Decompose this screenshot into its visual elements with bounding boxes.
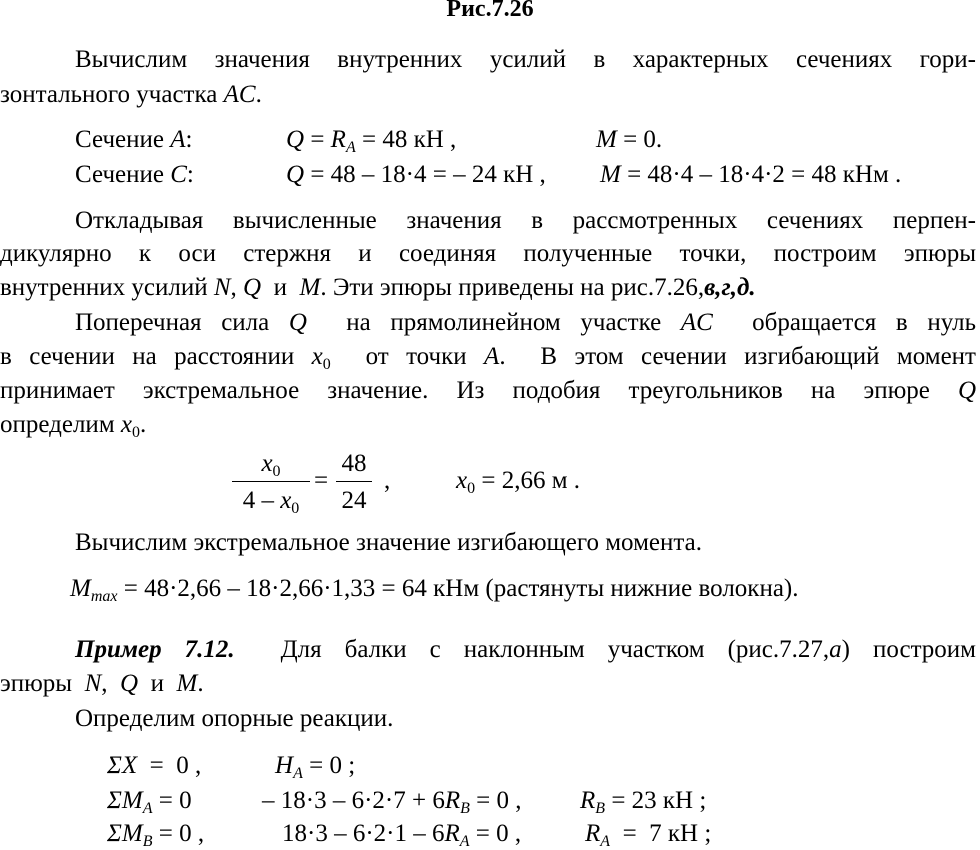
paragraph-line: зонтального участка AC. xyxy=(0,81,262,108)
paragraph-line: внутренних усилий N, Q и M. Эти эпюры приведены на рис.7.26,в,г,д. xyxy=(0,274,756,301)
reaction-ha: $H_A = 0$ ; xyxy=(275,752,356,782)
fraction-x0-over-4-minus-x0: $x_0$ $4 - x_0$ xyxy=(232,448,310,516)
reaction-ma-equation: – $18\cdot 3 - 6\cdot 2\cdot 7 + 6R_B = 0$ , xyxy=(262,787,522,817)
reaction-sum-ma: $\Sigma M_A = 0$ xyxy=(107,787,192,817)
reaction-rb: $R_B = 23$ кН ; xyxy=(580,787,707,817)
paragraph-line: принимает экстремальное значение. Из подобия треугольников на эпюре Q xyxy=(0,377,977,404)
paragraph-line: Вычислим экстремальное значение изгибающего момента. xyxy=(75,529,702,556)
fraction-48-over-24: 48 24 xyxy=(336,448,372,516)
x0-result: $x_0 = 2,66$ м . xyxy=(456,467,581,497)
section-a-label: Сечение A: xyxy=(75,126,193,153)
example-heading-line: Пример 7.12. Для балки с наклонным участком (рис.7.27,а) построим xyxy=(75,636,977,663)
paragraph-line: эпюры N, Q и M. xyxy=(0,670,204,697)
paragraph-line: определим $x_0$. xyxy=(0,411,147,441)
figure-caption: Рис.7.26 xyxy=(446,0,534,22)
paragraph-line: Поперечная сила Q на прямолинейном участке AC обращается в нуль xyxy=(75,309,976,336)
equals-sign: = xyxy=(314,467,329,494)
section-c-m: M = 48·4 – 18·4·2 = 48 кНм . xyxy=(600,161,902,188)
paragraph-line: дикулярно к оси стержня и соединяя полученные точки, построим эпюры xyxy=(0,240,976,267)
equation-separator: , xyxy=(384,467,391,494)
section-a-q: $Q = R_A = 48$ кН , xyxy=(286,126,457,156)
paragraph-line: Вычислим значения внутренних усилий в характерных сечениях гори- xyxy=(75,46,976,73)
section-c-q: Q = 48 – 18·4 = – 24 кН , xyxy=(286,161,546,188)
paragraph-line: в сечении на расстоянии $x_0$ от точки A. В этом сечении изгибающий момент xyxy=(0,343,976,373)
section-c-label: Сечение C: xyxy=(75,161,194,188)
reaction-sum-x: ΣX = 0 , xyxy=(107,752,202,779)
paragraph-line: Откладывая вычисленные значения в рассмотренных сечениях перпен- xyxy=(75,207,976,234)
reaction-sum-mb: $\Sigma M_B = 0$ , xyxy=(107,820,205,850)
paragraph-line: Определим опорные реакции. xyxy=(75,705,394,732)
section-a-m: M = 0. xyxy=(596,126,663,153)
mmax-equation: $M_{max} = 48\cdot 2,66 - 18\cdot 2,66\cdot 1,33 = 64$ кНм (растянуты нижние волокна). xyxy=(70,575,799,605)
reaction-ra: $R_A = 7$ кН ; xyxy=(585,820,712,850)
reaction-mb-equation: $18\cdot 3 - 6\cdot 2\cdot 1 - 6R_A = 0$ , xyxy=(282,820,522,850)
